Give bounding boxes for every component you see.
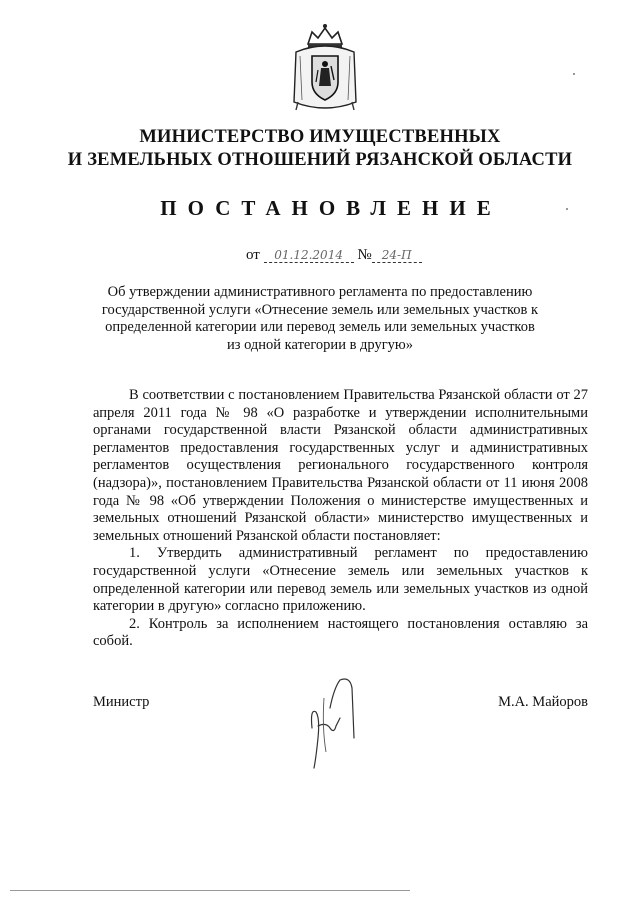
date-field: 01.12.2014 [264,248,354,263]
number-label: № [357,247,372,263]
signer-role: Министр [93,694,150,710]
handwritten-signature-icon [300,668,380,778]
signer-name: М.А. Майоров [498,694,588,710]
subject-title: Об утверждении административного регламента по предоставлению государственной услуги «Отнесение земель или земельных участков к определенной категории или перевод земель или земельных участков из одной категории в другую» [101,284,539,353]
footer-rule [10,890,410,891]
document-body [93,387,588,651]
document-type-title: ПОСТАНОВЛЕНИЕ [160,196,502,220]
body-paragraph-3: 2. Контроль за исполнением настоящего постановления оставляю за собой. [93,615,588,650]
coat-of-arms-icon [290,22,360,114]
from-label: от [246,247,260,263]
number-field: 24-П [372,248,422,263]
organization-name-line2: И ЗЕМЕЛЬНЫХ ОТНОШЕНИЙ РЯЗАНСКОЙ ОБЛАСТИ [67,150,573,170]
organization-name-line1: МИНИСТЕРСТВО ИМУЩЕСТВЕННЫХ [139,127,501,147]
scan-speck [566,208,568,210]
body-paragraph-1: В соответствии с постановлением Правительства Рязанской области от 27 апреля 2011 года № 98 «О разработке и утверждении исполнительными органами государственной власти Рязанской области административных регламентов предоставления государственных услуг и административных регламентов осуществления регионального государственного контроля (надзора)», постановлением Правительства Рязанской области от 11 июня 2008 года № 98 «Об утверждении Положения о министерстве имущественных и земельных отношений Рязанской области» министерство имущественных и земельных отношений Рязанской области постановляет: [93,387,588,544]
date-number-line [246,247,422,264]
body-paragraph-2: 1. Утвердить административный регламент по предоставлению государственной услуги «Отнесение земель или земельных участков к определенной категории или перевод земель или земельных участков из одной категории в другую» согласно приложению. [93,545,588,615]
scan-speck [573,73,575,75]
